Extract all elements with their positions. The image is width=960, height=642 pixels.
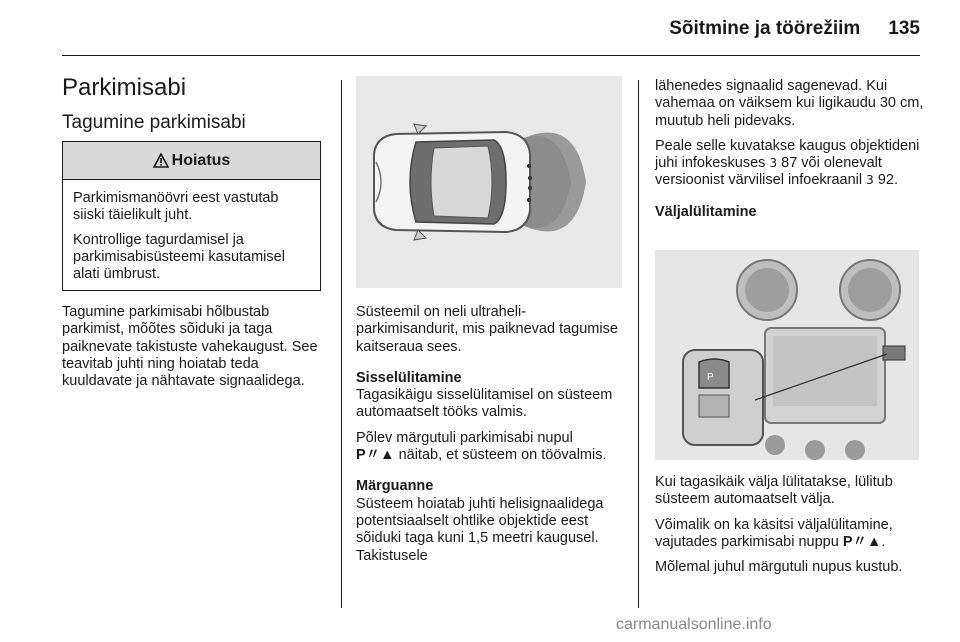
off-manual-text: Võimalik on ka käsitsi väljalülitamine, vajutades parkimisabi nuppu xyxy=(655,516,893,550)
off-heading: Väljalülitamine xyxy=(655,203,757,220)
signal-paragraph: Süsteem hoiatab juhti helisignaalidega potentsiaalselt ohtlike objektide eest sõiduki taga kuni 1,5 meetri kaugusel. Takistusele xyxy=(356,495,604,564)
warning-box xyxy=(62,141,321,291)
display-paragraph xyxy=(655,138,925,190)
warning-para-1: Parkimismanöövri eest vastutab siiski täielikult juht. xyxy=(73,190,279,223)
off-manual-end: . xyxy=(881,533,886,550)
car-top-view-icon xyxy=(356,76,622,288)
column-3-text xyxy=(655,78,925,221)
dashboard-button-illustration xyxy=(655,250,919,460)
parking-assist-icon-2: P〃▲ xyxy=(842,533,882,550)
dashboard-icon xyxy=(655,250,919,460)
signal-heading: Märguanne xyxy=(356,478,434,495)
indicator-text-post: näitab, et süsteem on töövalmis. xyxy=(398,447,607,464)
watermark: carmanualsonline.info xyxy=(616,616,772,633)
off-manual-paragraph xyxy=(655,517,930,552)
warning-title: Hoiatus xyxy=(171,151,231,169)
column-divider-1 xyxy=(341,80,342,608)
off-auto-paragraph: Kui tagasikäik välja lülitatakse, lülitub süsteem automaatselt välja. xyxy=(655,474,893,508)
page-ref-icon-2: 3 xyxy=(866,173,874,188)
column-2-text xyxy=(356,304,628,573)
on-paragraph: Tagasikäigu sisselülitamisel on süsteem automaatselt tööks valmis. xyxy=(356,387,613,421)
sensors-paragraph: Süsteemil on neli ultraheli-parkimisandurit, mis paiknevad tagumise kaitseraua sees. xyxy=(356,304,618,355)
warning-header xyxy=(63,142,320,180)
warning-triangle-icon xyxy=(153,153,169,168)
column-divider-2 xyxy=(638,80,639,608)
running-header xyxy=(641,18,920,40)
indicator-paragraph xyxy=(356,430,628,465)
intro-paragraph: Tagumine parkimisabi hõlbustab parkimist, mõõtes sõiduki ja taga paiknevate takistuste vahekaugust. See teavitab juhti ning hoiatab teda kuuldavate ja nähtavate signaalidega. xyxy=(62,304,318,390)
parking-assist-icon: P〃▲ xyxy=(356,447,395,464)
fault-paragraph: Mõlemal juhul märgutuli nupus kustub. xyxy=(655,559,903,576)
header-rule xyxy=(62,55,920,56)
display-text: Peale selle kuvatakse kaugus objektideni juhi infokeskuses xyxy=(655,137,920,172)
warning-para-2: Kontrollige tagurdamisel ja parkimisabisüsteemi kasutamisel alati ümbrust. xyxy=(73,232,285,282)
display-ref-2: 92. xyxy=(877,172,898,189)
page-number: 135 xyxy=(888,18,920,39)
svg-text:P: P xyxy=(707,372,714,383)
indicator-text-pre: Põlev märgutuli parkimisabi nupul xyxy=(356,429,573,446)
page-ref-icon: 3 xyxy=(769,156,778,171)
column-3-lower-text xyxy=(655,474,930,584)
display-ref-1: 87 või olenevalt versioonist värvilisel infoekraanil xyxy=(655,155,882,189)
car-sensor-illustration xyxy=(356,76,622,288)
continuation-paragraph: lähenedes signaalid sagenevad. Kui vahemaa on väiksem kui ligikaudu 30 cm, muutub heli pidevaks. xyxy=(655,78,924,129)
chapter-title: Sõitmine ja töörežiim xyxy=(669,18,861,39)
on-heading: Sisselülitamine xyxy=(356,369,462,386)
section-subtitle: Tagumine parkimisabi xyxy=(62,112,246,133)
section-title: Parkimisabi xyxy=(62,74,187,101)
